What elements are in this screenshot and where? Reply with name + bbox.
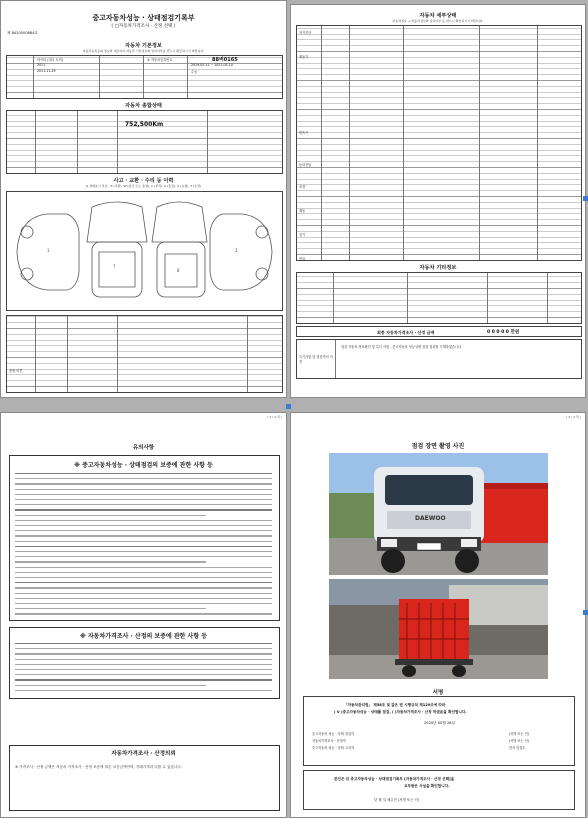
body-text-line [15, 674, 272, 675]
section-self-diag: 자기진단 [299, 31, 312, 35]
body-text-line [15, 613, 272, 614]
body-text-line [15, 598, 272, 599]
section-transmission: 변속기 [299, 131, 309, 135]
transmission-value: 수동 [191, 70, 198, 74]
accident-note: ※ 상태표시 부호 : X (교환), W (판금 또는 용접), C (부식), A (흠집), U (요철), T (손상) [85, 184, 202, 188]
body-text-line [15, 648, 272, 649]
final-price-row [296, 326, 582, 337]
special-notes-label: 특기사항 및 점검자의 의견 [299, 355, 333, 364]
sign-note-3: 한지 임점수 [509, 746, 526, 750]
page-resize-handle-right-2[interactable] [583, 610, 588, 615]
special-notes [296, 339, 582, 379]
body-text-line [15, 664, 272, 665]
page-4-photos-sign [290, 412, 586, 818]
body-text-line [15, 509, 272, 510]
truck-front-photo [329, 453, 548, 575]
body-text-line [15, 504, 272, 505]
body-text-line [15, 679, 272, 680]
other-info-title: 자동차 기타정보 [419, 265, 457, 271]
body-text-line [15, 520, 272, 521]
year-value: 2011 [37, 63, 46, 67]
body-text-line [15, 499, 272, 500]
car-outline-icon [7, 192, 282, 310]
receipt-box [303, 770, 575, 810]
section-steering: 조향 [299, 185, 306, 189]
body-text-line [15, 577, 272, 578]
final-price-value: 0 0 0 0 0 만원 [487, 330, 520, 335]
body-text-line [15, 541, 272, 542]
svg-text:7: 7 [113, 264, 116, 269]
bottom-text-2: 교부받은 사실을 확인합니다. [404, 784, 450, 788]
body-text-line [15, 546, 272, 547]
body-text-line [15, 669, 272, 670]
detail-title: 자동차 세부상태 [419, 13, 457, 19]
body-text-line [15, 587, 272, 588]
special-notes-text: 점검 자동차 정보확인 및 특이 사항 - 중고자동차 성능상태 점검 결과를 기재하였습니다 [341, 345, 462, 349]
law-text: 「자동차관리법」 제58조 및 같은 법 시행규칙 제120조에 따라 [344, 703, 446, 707]
body-text-line [15, 685, 206, 686]
body-text-line [15, 572, 272, 573]
body-text-line [15, 561, 206, 562]
body-text-line [15, 515, 206, 516]
body-text-line [15, 535, 272, 536]
page-resize-handle-right[interactable] [583, 196, 588, 201]
law-text-2: ( V )중고자동차성능 · 상태를 점검, ( )자동차가격조사 · 산정 하였음을 확인합니다. [334, 710, 467, 714]
svg-text:2: 2 [235, 248, 238, 253]
truck-front-image-icon [329, 453, 548, 575]
sign-box [303, 696, 575, 766]
body-text-line [15, 603, 272, 604]
body-text-line [15, 593, 272, 594]
final-price-label: 최종 자동차가격조사 · 산정 금액 [377, 330, 435, 335]
car-name-value: 마이티 (대우 트럭) [37, 58, 64, 62]
detail-table [296, 25, 582, 261]
section-2-title: ※ 자동차가격조사 · 산정의 보증에 관한 사항 등 [79, 633, 208, 640]
doc-title: 중고자동차성능 · 상태점검기록부 [92, 14, 195, 22]
car-diagram [6, 191, 283, 311]
page-3-cautions [0, 412, 287, 818]
body-text-line [15, 608, 206, 609]
truck-rear-photo [329, 579, 548, 679]
final-opinion-label: 종합 의견 [9, 369, 23, 373]
footer-note: ※ 가격조사 · 산정 금액은 자동차 가격조사 · 산정 보증에 따른 보증금액이며, 거래가격과 다를 수 있습니다. [15, 765, 183, 769]
state-title: 자동차 종합상태 [125, 103, 162, 109]
sign-note-2: (서명 또는 인) [509, 739, 529, 743]
price-check-line: ( □자동차가격조사 · 산정 선택 ) [111, 24, 176, 29]
body-text-line [15, 489, 272, 490]
doc-number: 제 8420000684호 [7, 31, 38, 35]
mileage-value: 752,500Km [125, 121, 164, 128]
section-power-train: 동력전달 [299, 163, 312, 167]
body-text-line [15, 582, 272, 583]
body-text-line [15, 530, 272, 531]
truck-brand-label: DAEWOO [415, 515, 446, 522]
body-text-line [15, 653, 272, 654]
section-1-title: ※ 중고자동차성능 · 상태점검의 보증에 관한 사항 등 [74, 462, 213, 469]
body-text-line [15, 478, 272, 479]
bottom-text: 본인은 위 중고자동차성능 · 상태점검기록부 [자동차가격조사 · 산정 선택]을 [334, 777, 455, 781]
body-text-line [15, 643, 272, 644]
body-text-line [15, 690, 272, 691]
plate-value: 88버0165 [212, 57, 238, 63]
basic-info-table [6, 55, 283, 99]
truck-rear-image-icon [329, 579, 548, 679]
section-engine: 원동기 [299, 55, 309, 59]
state-table [6, 110, 283, 174]
body-text-line [15, 483, 272, 484]
caution-title: 유의사항 [132, 445, 155, 451]
inspection-period-value: 2019-05-11 ~ 2021-05-10 [191, 63, 233, 67]
body-text-line [15, 567, 272, 568]
body-text-line [15, 525, 272, 526]
first-reg-value: 2011-11-29 [37, 69, 56, 73]
section-electric: 전기 [299, 233, 306, 237]
page-number: ( 4 / 4 쪽 ) [566, 415, 581, 419]
other-info-table [296, 272, 582, 324]
body-text-line [15, 473, 272, 474]
inspector-label-1: 중고자동차 성능 · 상태 점검자 [312, 732, 355, 736]
basic-info-title: 자동차 기본정보 [125, 43, 162, 49]
body-text-line [15, 556, 272, 557]
section-3-title: 자동차가격조사 · 산정의뢰 [111, 751, 176, 757]
page-number: ( 3 / 4 쪽 ) [267, 415, 282, 419]
inspector-label-2: 자동차가격조사 · 산정자 [312, 739, 346, 743]
final-opinion-table [6, 315, 283, 393]
accident-title: 사고 · 교환 · 수리 등 이력 [113, 178, 174, 184]
basic-info-note: 자동차등록증의 정보와 대조하여 자동차 기본정보와 일치여부를 반드시 확인하시기 바랍니다. [82, 49, 205, 53]
sign-title: 서명 [432, 690, 444, 696]
section-1-box [9, 455, 280, 621]
section-fuel: 연료 [299, 257, 306, 261]
receipt-line: 년 월 일 매수인 (서명 또는 인) [374, 798, 420, 802]
body-text-line [15, 551, 272, 552]
page-1-inspection-record [0, 0, 287, 398]
sign-note-1: (서명 또는 인) [509, 732, 529, 736]
body-text-line [15, 659, 272, 660]
sign-date: 2020년 05월 28일 [424, 721, 455, 725]
detail-note: 자동차정보 → 자동차정보와 일치여부 등 반드시 확인하시기 바랍니다. [392, 19, 484, 23]
body-text-line [15, 494, 272, 495]
plate-label: ⑤ 자동차등록번호 [147, 58, 173, 62]
photo-title: 점검 장면 촬영 사진 [411, 443, 465, 450]
page-2-detail-state [290, 4, 586, 398]
section-brake: 제동 [299, 209, 306, 213]
inspector-label-3: 중고자동차 성능 · 상태 고지자 [312, 746, 355, 750]
svg-text:1: 1 [47, 248, 50, 253]
page-resize-handle[interactable] [286, 404, 291, 409]
svg-text:8: 8 [177, 268, 180, 273]
